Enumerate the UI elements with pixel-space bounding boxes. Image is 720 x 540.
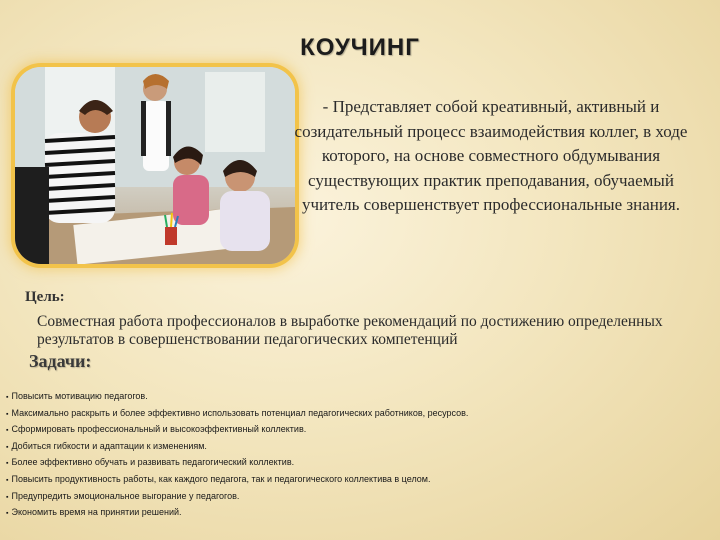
task-text: Экономить время на принятии решений. <box>11 507 182 518</box>
coaching-description: - Представляет собой креативный, активный и созидательный процесс взаимодействия коллег, в ходе которого, на основе совместного обдумывания существующих практик преподавания, обучаемый учитель совершенствует профессиональные знания. <box>294 97 688 214</box>
bullet-icon: ▪ <box>6 410 9 418</box>
task-text: Максимально раскрыть и более эффективно использовать потенциал педагогических работников, ресурсов. <box>11 407 469 418</box>
slide-title: КОУЧИНГ <box>300 34 420 61</box>
photo-teachers-working <box>15 67 295 264</box>
task-text: Предупредить эмоциональное выгорание у педагогов. <box>11 490 240 501</box>
bullet-icon: ▪ <box>6 394 9 401</box>
list-item <box>6 422 706 439</box>
list-item <box>6 389 706 406</box>
list-item <box>6 406 706 423</box>
task-text: Повысить продуктивность работы, как каждого педагога, так и педагогического коллектива в целом. <box>11 473 431 484</box>
bullet-icon: ▪ <box>6 476 9 484</box>
bullet-icon: ▪ <box>6 493 9 501</box>
task-text: Добиться гибкости и адаптации к изменениям. <box>11 440 207 451</box>
task-text: Повысить мотивацию педагогов. <box>11 391 148 401</box>
tasks-label: Задачи: <box>29 351 92 371</box>
list-item <box>6 505 706 522</box>
bullet-icon: ▪ <box>6 510 9 518</box>
list-item <box>6 439 706 456</box>
task-text: Сформировать профессиональный и высокоэффективный коллектив. <box>11 424 307 435</box>
bullet-icon: ▪ <box>6 443 9 451</box>
goal-label: Цель: <box>25 289 65 305</box>
list-item <box>6 489 706 506</box>
bullet-icon: ▪ <box>6 427 9 435</box>
list-item <box>6 472 706 489</box>
task-text: Более эффективно обучать и развивать педагогический коллектив. <box>11 457 295 468</box>
tasks-list <box>6 389 706 522</box>
list-item <box>6 455 706 472</box>
bullet-icon: ▪ <box>6 460 9 468</box>
goal-text: Совместная работа профессионалов в выработке рекомендаций по достижению определенных результатов в совершенствовании педагогических компетенций <box>37 313 663 348</box>
photo-illustration <box>15 67 295 264</box>
